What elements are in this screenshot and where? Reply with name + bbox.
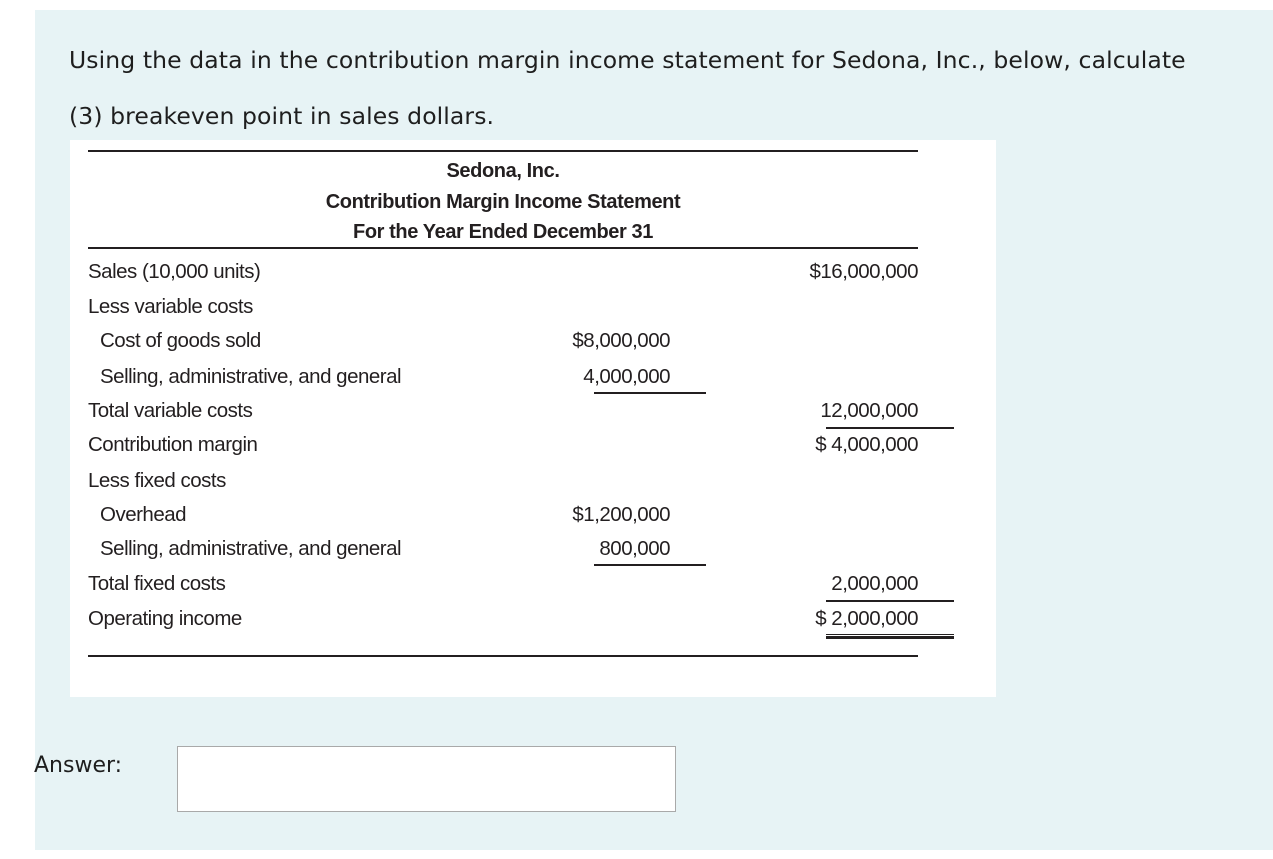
- question-panel: [35, 10, 1273, 850]
- row-label-operating-income: Operating income: [88, 607, 242, 630]
- total-fixed-costs-underline: [826, 600, 954, 602]
- answer-input[interactable]: [177, 746, 676, 812]
- header-rule: [88, 247, 918, 249]
- row-label-cost-of-goods-sold: Cost of goods sold: [100, 329, 261, 352]
- company-name: Sedona, Inc.: [446, 160, 560, 182]
- question-line-2: (3) breakeven point in sales dollars.: [69, 102, 495, 130]
- variable-costs-underline: [594, 392, 706, 394]
- answer-label: Answer:: [34, 753, 123, 778]
- row-label-variable-sga: Selling, administrative, and general: [100, 365, 402, 388]
- row-label-contribution-margin: Contribution margin: [88, 433, 258, 456]
- value-variable-sga: 4,000,000: [583, 365, 670, 388]
- income-statement-image: [70, 140, 996, 697]
- bottom-rule: [88, 655, 918, 657]
- total-variable-costs-underline: [826, 427, 954, 429]
- statement-title: Contribution Margin Income Statement: [325, 191, 681, 213]
- row-label-fixed-sga: Selling, administrative, and general: [100, 537, 402, 560]
- value-fixed-sga: 800,000: [599, 537, 670, 560]
- statement-period: For the Year Ended December 31: [353, 221, 653, 243]
- row-label-less-variable-costs: Less variable costs: [88, 295, 253, 318]
- value-cost-of-goods-sold: $8,000,000: [572, 329, 670, 352]
- value-operating-income: $ 2,000,000: [815, 607, 918, 630]
- row-label-total-variable-costs: Total variable costs: [88, 399, 253, 422]
- value-total-variable-costs: 12,000,000: [820, 399, 918, 422]
- value-overhead: $1,200,000: [572, 503, 670, 526]
- value-contribution-margin: $ 4,000,000: [815, 433, 918, 456]
- row-label-less-fixed-costs: Less fixed costs: [88, 469, 226, 492]
- value-sales: $16,000,000: [809, 260, 918, 283]
- operating-income-double-underline: [826, 634, 954, 639]
- row-label-total-fixed-costs: Total fixed costs: [88, 572, 226, 595]
- row-label-overhead: Overhead: [100, 503, 187, 526]
- top-rule: [88, 150, 918, 152]
- fixed-costs-underline: [594, 564, 706, 566]
- value-total-fixed-costs: 2,000,000: [831, 572, 918, 595]
- question-text: [69, 32, 1249, 144]
- question-line-1: Using the data in the contribution margin income statement for Sedona, Inc., below, calculate: [69, 46, 1186, 74]
- row-label-sales: Sales (10,000 units): [88, 260, 261, 283]
